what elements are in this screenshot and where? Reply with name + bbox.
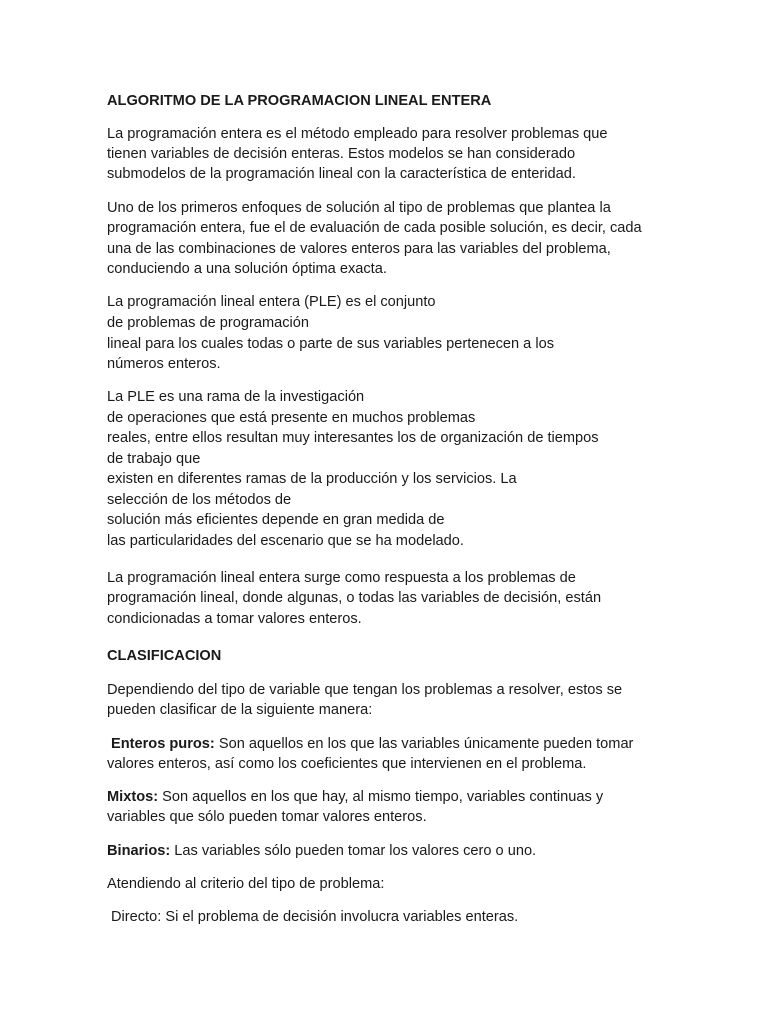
paragraph-line: valores enteros, así como los coeficientes que intervienen en el problema. <box>107 756 587 772</box>
paragraph-line: existen en diferentes ramas de la producción y los servicios. La <box>107 471 517 487</box>
term-mixtos: Mixtos: <box>107 789 159 805</box>
term-binarios: Binarios: <box>107 843 171 859</box>
paragraph-line: La programación entera es el método empleado para resolver problemas que <box>107 126 608 142</box>
paragraph-line: La PLE es una rama de la investigación <box>107 389 365 405</box>
paragraph-line: tienen variables de decisión enteras. Estos modelos se han considerado <box>107 146 576 162</box>
paragraph-line: de operaciones que está presente en muchos problemas <box>107 410 476 426</box>
term-enteros: Enteros puros: <box>111 736 215 752</box>
paragraph-line: Dependiendo del tipo de variable que tengan los problemas a resolver, estos se <box>107 682 623 698</box>
paragraph-line: solución más eficientes depende en gran medida de <box>107 512 445 528</box>
paragraph-line: condicionadas a tomar valores enteros. <box>107 611 362 627</box>
paragraph-line: lineal para los cuales todas o parte de sus variables pertenecen a los <box>107 336 555 352</box>
definition-text: Son aquellos en los que hay, al mismo tiempo, variables continuas y <box>158 789 604 805</box>
paragraph-line: submodelos de la programación lineal con la característica de enteridad. <box>107 166 576 182</box>
paragraph-line: La programación lineal entera surge como respuesta a los problemas de <box>107 570 576 586</box>
paragraph-line: La programación lineal entera (PLE) es el conjunto <box>107 294 436 310</box>
paragraph-line: pueden clasificar de la siguiente manera: <box>107 702 373 718</box>
paragraph-line: Directo: Si el problema de decisión involucra variables enteras. <box>111 909 519 925</box>
paragraph-line: Atendiendo al criterio del tipo de problema: <box>107 876 385 892</box>
paragraph-line: una de las combinaciones de valores enteros para las variables del problema, <box>107 241 611 257</box>
paragraph-line: de trabajo que <box>107 451 201 467</box>
paragraph-line: programación lineal, donde algunas, o todas las variables de decisión, están <box>107 590 602 606</box>
section-heading: CLASIFICACION <box>107 648 222 664</box>
paragraph-line: números enteros. <box>107 356 221 372</box>
paragraph-line: conduciendo a una solución óptima exacta. <box>107 261 387 277</box>
paragraph-line: Uno de los primeros enfoques de solución al tipo de problemas que plantea la <box>107 200 611 216</box>
paragraph-line: las particularidades del escenario que se ha modelado. <box>107 533 464 549</box>
document-title: ALGORITMO DE LA PROGRAMACION LINEAL ENTERA <box>107 93 492 109</box>
definition-mixtos <box>107 787 603 807</box>
paragraph-line: reales, entre ellos resultan muy interesantes los de organización de tiempos <box>107 430 599 446</box>
paragraph-line: selección de los métodos de <box>107 492 292 508</box>
definition-enteros <box>111 734 633 754</box>
paragraph-line: programación entera, fue el de evaluación de cada posible solución, es decir, cada <box>107 220 642 236</box>
paragraph-line: de problemas de programación <box>107 315 309 331</box>
definition-text: Las variables sólo pueden tomar los valores cero o uno. <box>170 843 537 859</box>
definition-binarios <box>107 841 536 861</box>
paragraph-line: variables que sólo pueden tomar valores enteros. <box>107 809 427 825</box>
definition-text: Son aquellos en los que las variables únicamente pueden tomar <box>214 736 634 752</box>
